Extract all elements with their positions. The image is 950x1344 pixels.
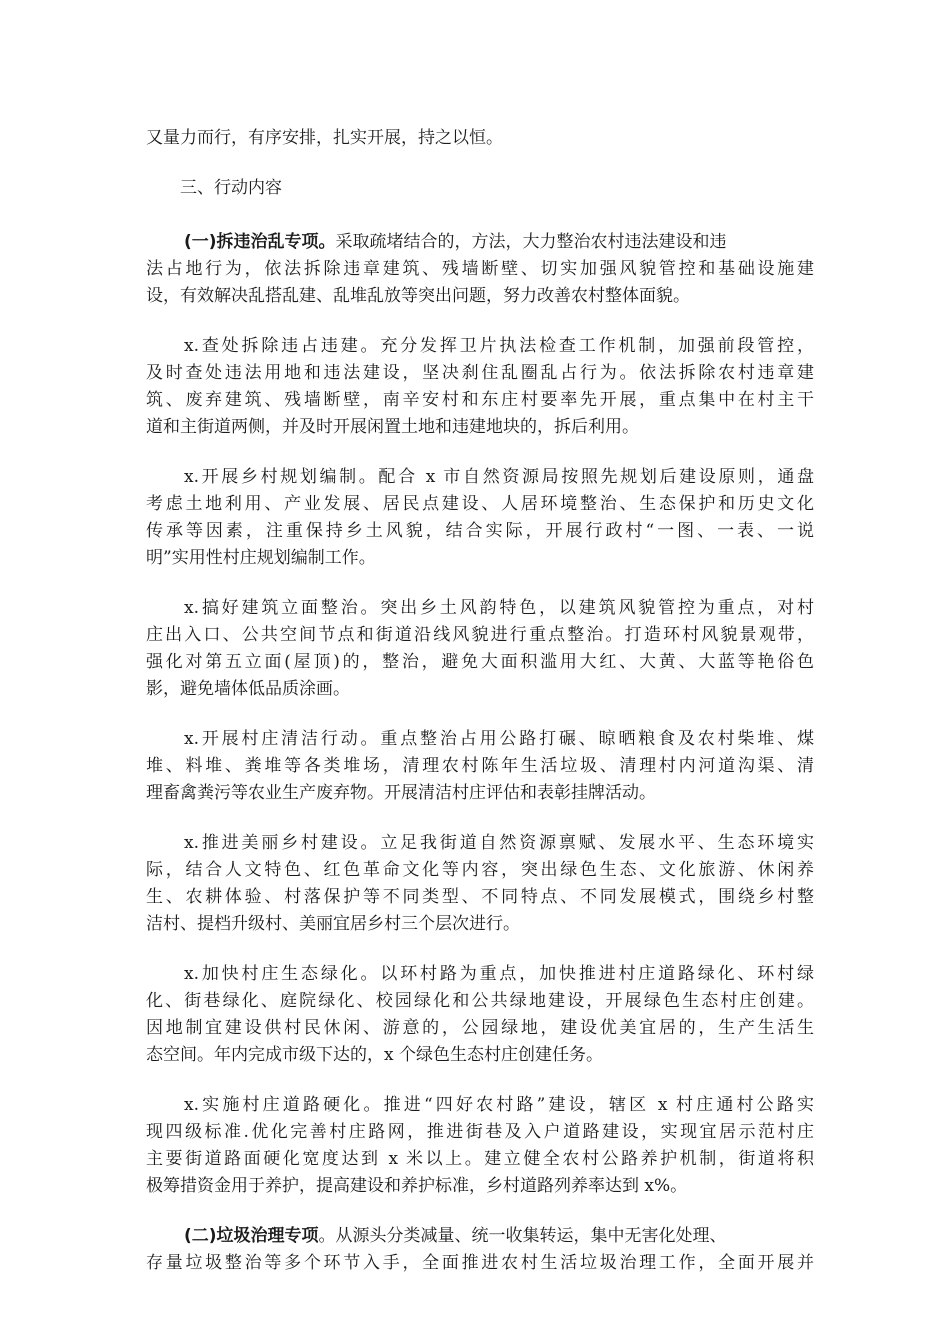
text-line: 传承等因素，注重保持乡土风貌，结合实际，开展行政村“一图、一表、一说: [146, 521, 814, 541]
text-line: 考虑土地利用、产业发展、居民点建设、人居环境整治、生态保护和历史文化: [146, 494, 814, 514]
text-line: 极筹措资金用于养护，提高建设和养护标准，乡村道路列养率达到 x%。: [146, 1176, 688, 1196]
text-line: 法占地行为，依法拆除违章建筑、残墙断壁、切实加强风貌管控和基础设施建: [146, 259, 814, 279]
paragraph-text: 。从源头分类减量、统一收集转运，集中无害化处理、: [318, 1226, 727, 1246]
text-line: 存量垃圾整治等多个环节入手，全面推进农村生活垃圾治理工作，全面开展并: [146, 1253, 814, 1273]
text-line: 主要街道路面硬化宽度达到 x 米以上。建立健全农村公路养护机制，街道将积: [146, 1149, 814, 1169]
text-line: 现四级标准.优化完善村庄路网，推进街巷及入户道路建设，实现宜居示范村庄: [146, 1122, 814, 1142]
text-line: 因地制宜建设供村民休闲、游意的，公园绿地，建设优美宜居的，生产生活生: [146, 1018, 814, 1038]
text-line: 强化对第五立面(屋顶)的，整治，避免大面积滥用大红、大黄、大蓝等艳俗色: [146, 652, 814, 672]
text-line: 道和主街道两侧，并及时开展闲置土地和违建地块的，拆后利用。: [146, 417, 639, 437]
text-line: 筑、废弃建筑、残墙断壁，南辛安村和东庄村要率先开展，重点集中在村主干: [146, 390, 814, 410]
text-line: 态空间。年内完成市级下达的，x 个绿色生态村庄创建任务。: [146, 1045, 603, 1065]
text-line: 及时查处违法用地和违法建设，坚决刹住乱圈乱占行为。依法拆除农村违章建: [146, 363, 814, 383]
text-line: 洁村、提档升级村、美丽宜居乡村三个层次进行。: [146, 914, 520, 934]
text-line: 庄出入口、公共空间节点和街道沿线风貌进行重点整治。打造环村风貌景观带，: [146, 625, 814, 645]
text-line: 生、农耕体验、村落保护等不同类型、不同特点、不同发展模式，围绕乡村整: [146, 887, 814, 907]
text-line: 设，有效解决乱搭乱建、乱堆乱放等突出问题，努力改善农村整体面貌。: [146, 286, 690, 306]
text-line: 明”实用性村庄规划编制工作。: [146, 548, 376, 568]
text-line: x.推进美丽乡村建设。立足我街道自然资源禀赋、发展水平、生态环境实: [184, 833, 814, 853]
text-line: 化、街巷绿化、庭院绿化、校园绿化和公共绿地建设，开展绿色生态村庄创建。: [146, 991, 814, 1011]
text-line: x.开展乡村规划编制。配合 x 市自然资源局按照先规划后建设原则，通盘: [184, 467, 814, 487]
section-heading: 三、行动内容: [180, 178, 282, 198]
text-line: 堆、料堆、粪堆等各类堆场，清理农村陈年生活垃圾、清理村内河道沟渠、清: [146, 756, 814, 776]
paragraph-text: 采取疏堵结合的，方法，大力整治农村违法建设和违: [335, 232, 727, 252]
text-line: 影，避免墙体低品质涂画。: [146, 679, 350, 699]
paragraph-first-line: [146, 229, 814, 255]
text-line: 理畜禽粪污等农业生产废弃物。开展清洁村庄评估和表彰挂牌活动。: [146, 783, 656, 803]
text-line: 又量力而行，有序安排，扎实开展，持之以恒。: [146, 128, 503, 148]
paragraph-lead: (一)拆违治乱专项。: [184, 232, 336, 252]
paragraph-first-line: [146, 1223, 814, 1249]
text-line: x.开展村庄清洁行动。重点整治占用公路打碾、晾晒粮食及农村柴堆、煤: [184, 729, 814, 749]
text-line: x.查处拆除违占违建。充分发挥卫片执法检查工作机制，加强前段管控，: [184, 336, 814, 356]
text-line: 际，结合人文特色、红色革命文化等内容，突出绿色生态、文化旅游、休闲养: [146, 860, 814, 880]
text-line: x.实施村庄道路硬化。推进“四好农村路”建设，辖区 x 村庄通村公路实: [184, 1095, 814, 1115]
paragraph-lead: (二)垃圾治理专项: [184, 1226, 319, 1246]
text-line: x.加快村庄生态绿化。以环村路为重点，加快推进村庄道路绿化、环村绿: [184, 964, 814, 984]
text-line: x.搞好建筑立面整治。突出乡土风韵特色，以建筑风貌管控为重点，对村: [184, 598, 814, 618]
